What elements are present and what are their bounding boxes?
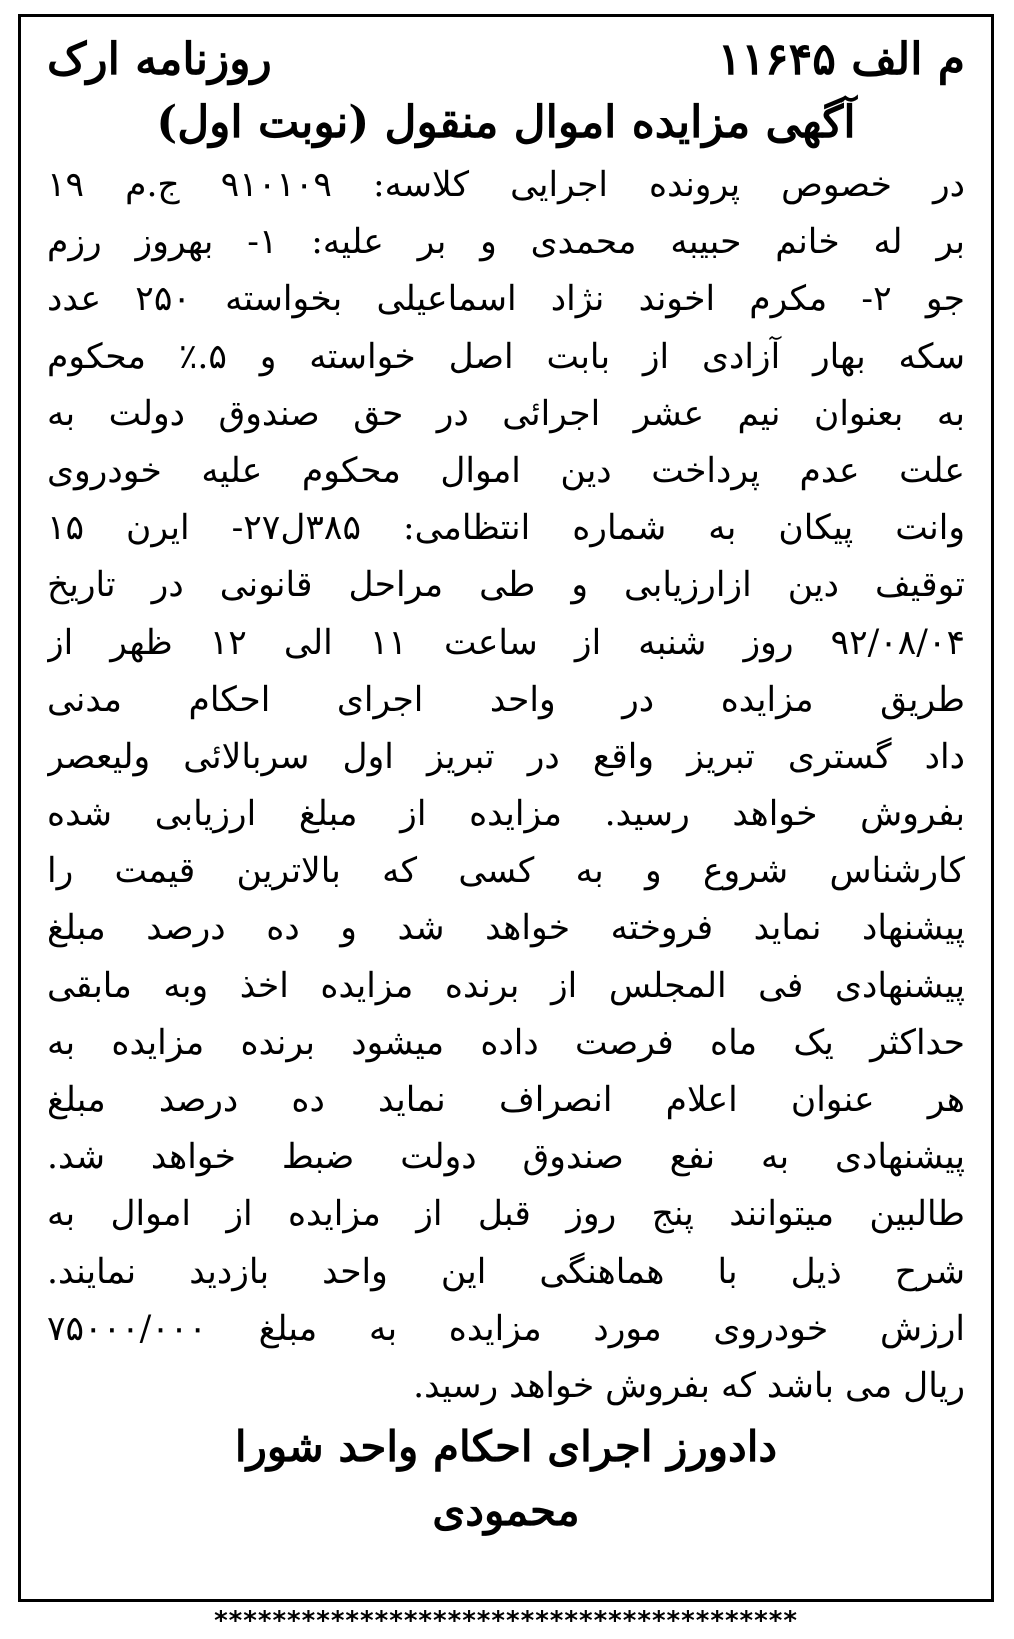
body-line: توقیف دین ازارزیابی و طی مراحل قانونی در تاریخ	[47, 565, 965, 606]
body-line: طالبین میتوانند پنج روز قبل از مزایده از اموال به	[47, 1194, 965, 1235]
body-line: ارزش خودروی مورد مزایده به مبلغ ۷۵۰۰۰/۰۰۰	[47, 1308, 965, 1349]
notice-box	[18, 14, 994, 1602]
body-line: علت عدم پرداخت دین اموال محکوم علیه خودروی	[47, 450, 965, 491]
body-line: سکه بهار آزادی از بابت اصل خواسته و ۵.٪ محکوم	[47, 336, 965, 377]
body-line: ۹۲/۰۸/۰۴ روز شنبه از ساعت ۱۱ الی ۱۲ ظهر از	[47, 622, 965, 663]
body-line: پیشنهادی به نفع صندوق دولت ضبط خواهد شد.	[47, 1137, 965, 1178]
body-line: جو ۲- مکرم اخوند نژاد اسماعیلی بخواسته ۲۵۰ عدد	[47, 279, 965, 320]
body-line: ریال می باشد که بفروش خواهد رسید.	[413, 1365, 965, 1406]
body-line: حداکثر یک ماه فرصت داده میشود برنده مزایده به	[47, 1022, 965, 1063]
body-line: پیشنهاد نماید فروخته خواهد شد و ده درصد مبلغ	[47, 908, 965, 949]
body-line: پیشنهادی فی المجلس از برنده مزایده اخذ وبه مابقی	[47, 965, 965, 1006]
body-line: داد گستری تبریز واقع در تبریز اول سربالائی ولیعصر	[47, 736, 965, 777]
body-line: به بعنوان نیم عشر اجرائی در حق صندوق دولت به	[47, 393, 965, 434]
signature-title: دادورز اجرای احکام واحد شورا	[234, 1422, 778, 1472]
body-line: شرح ذیل با هماهنگی این واحد بازدید نمایند.	[47, 1251, 965, 1292]
body-line: در خصوص پرونده اجرایی کلاسه: ۹۱۰۱۰۹ ج.م ۱۹	[47, 165, 965, 205]
footer-stars-divider: ****************************************	[214, 1606, 798, 1636]
body-line: بفروش خواهد رسید. مزایده از مبلغ ارزیابی شده	[47, 794, 965, 835]
body-line: بر له خانم حبیبه محمدی و بر علیه: ۱- بهروز رزم	[47, 222, 965, 263]
header-row	[47, 29, 965, 91]
notice-body	[47, 157, 965, 1415]
reference-number: م الف ۱۱۶۴۵	[717, 34, 965, 85]
body-line: وانت پیکان به شماره انتظامی: ۳۸۵ل۲۷- ایرن ۱۵	[47, 508, 965, 549]
notice-title: آگهی مزایده اموال منقول (نوبت اول)	[156, 97, 856, 148]
body-line: طریق مزایده در واحد اجرای احکام مدنی	[47, 679, 965, 720]
signature-name: محمودی	[432, 1486, 580, 1536]
body-line: هر عنوان اعلام انصراف نماید ده درصد مبلغ	[47, 1080, 965, 1120]
body-line: کارشناس شروع و به کسی که بالاترین قیمت را	[47, 851, 965, 892]
newspaper-name: روزنامه ارک	[47, 34, 272, 85]
